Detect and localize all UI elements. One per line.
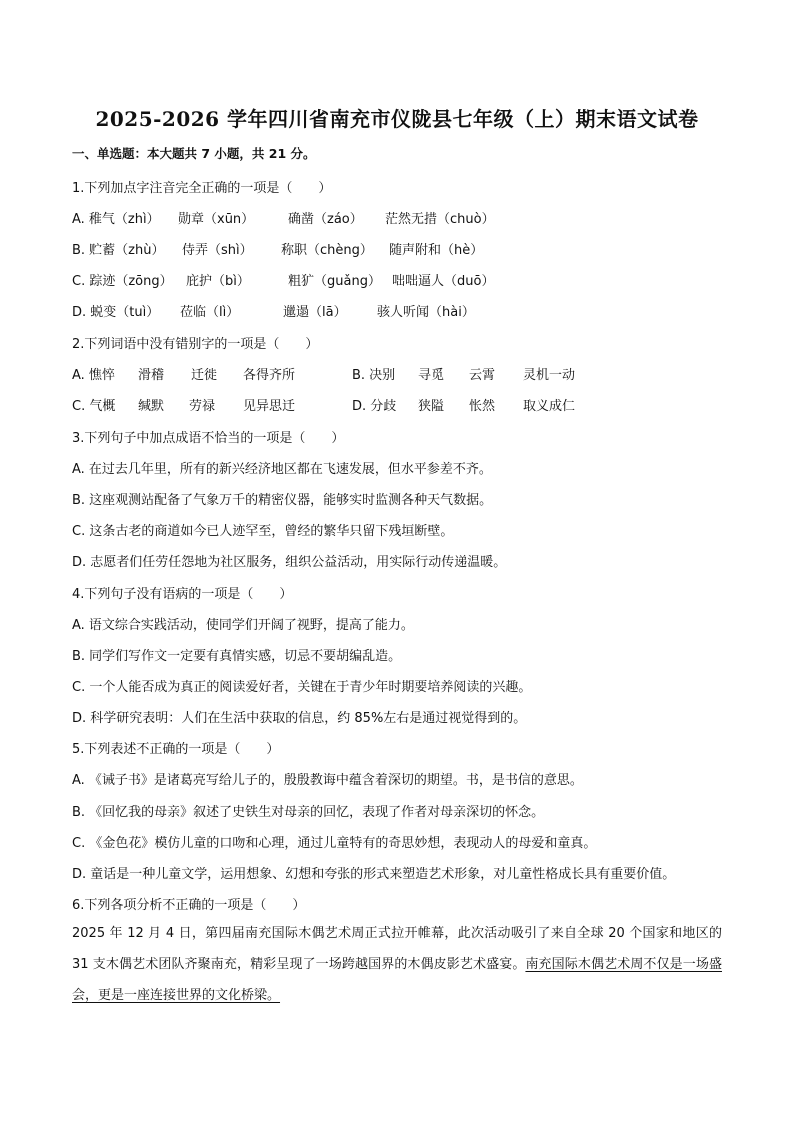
option-item: 茫然无措（chuò） [385, 212, 495, 227]
option-item: 怅然 [469, 399, 496, 414]
question-4-option-b: B. 同学们写作文一定要有真情实感，切忌不要胡编乱造。 [72, 649, 402, 664]
question-1-stem: 1.下列加点字注音完全正确的一项是（ ） [72, 181, 332, 196]
option-item: 确凿（záo） [288, 212, 363, 227]
question-5-stem: 5.下列表述不正确的一项是（ ） [72, 742, 280, 757]
option-item: 勋章（xūn） [178, 212, 255, 227]
option-item: 咄咄逼人（duō） [392, 274, 495, 289]
option-item: 取义成仁 [523, 399, 576, 414]
question-3-option-a: A. 在过去几年里，所有的新兴经济地区都在飞速发展，但水平参差不齐。 [72, 462, 492, 477]
question-3-option-b: B. 这座观测站配备了气象万千的精密仪器，能够实时监测各种天气数据。 [72, 493, 493, 508]
option-item: 劳禄 [189, 399, 216, 414]
option-item: 寻觅 [418, 368, 445, 383]
option-item: B. 决别 [352, 368, 396, 383]
option-item: 云霄 [469, 368, 496, 383]
question-6-stem: 6.下列各项分析不正确的一项是（ ） [72, 898, 306, 913]
option-item: C. 踪迹（zōng） [72, 274, 173, 289]
question-4-option-c: C. 一个人能否成为真正的阅读爱好者，关键在于青少年时期要培养阅读的兴趣。 [72, 680, 532, 695]
option-item: 迁徙 [191, 368, 218, 383]
exam-title: 2025-2026 学年四川省南充市仪陇县七年级（上）期末语文试卷 [95, 107, 699, 131]
question-2-stem: 2.下列词语中没有错别字的一项是（ ） [72, 337, 319, 352]
passage-underlined-sentence: 南充国际木偶艺术周不仅是一场盛会，更是一座连接世界的文化桥梁。 [72, 957, 722, 1003]
option-item: 滑稽 [138, 368, 165, 383]
option-item: D. 蜕变（tuì） [72, 305, 160, 320]
option-item: B. 贮蓄（zhù） [72, 243, 165, 258]
option-item: 灵机一动 [523, 368, 576, 383]
option-item: A. 稚气（zhì） [72, 212, 160, 227]
question-4-stem: 4.下列句子没有语病的一项是（ ） [72, 587, 293, 602]
question-4-option-d: D. 科学研究表明：人们在生活中获取的信息，约 85%左右是通过视觉得到的。 [72, 711, 527, 726]
option-item: 见异思迁 [243, 399, 296, 414]
option-item: D. 分歧 [352, 399, 397, 414]
question-3-stem: 3.下列句子中加点成语不恰当的一项是（ ） [72, 431, 345, 446]
option-item: 狭隘 [418, 399, 445, 414]
option-item: 骇人听闻（hài） [377, 305, 475, 320]
question-6-passage [72, 918, 722, 1011]
option-item: 庇护（bì） [186, 274, 250, 289]
option-item: A. 憔悴 [72, 368, 115, 383]
option-item: 莅临（lì） [180, 305, 240, 320]
option-item: 缄默 [138, 399, 165, 414]
passage-text: 2025 年 12 月 4 日，第四届南充国际木偶艺术周正式拉开帷幕，此次活动吸引了来自全球 20 个国家和地区的 31 支木偶艺术团队齐聚南充，精彩呈现了一场跨越国界的木偶皮影艺术盛宴。 [72, 926, 722, 972]
question-5-option-a: A. 《诫子书》是诸葛亮写给儿子的，殷殷教诲中蕴含着深切的期望。书，是书信的意思。 [72, 773, 583, 788]
question-3-option-c: C. 这条古老的商道如今已人迹罕至，曾经的繁华只留下残垣断壁。 [72, 524, 454, 539]
option-item: 各得齐所 [243, 368, 296, 383]
question-5-option-c: C. 《金色花》模仿儿童的口吻和心理，通过儿童特有的奇思妙想，表现动人的母爱和童真。 [72, 836, 597, 851]
option-item: 称职（chèng） [281, 243, 373, 258]
option-item: 粗犷（guǎng） [288, 274, 381, 289]
question-4-option-a: A. 语文综合实践活动，使同学们开阔了视野，提高了能力。 [72, 618, 414, 633]
option-item: 邋遢（lā） [283, 305, 347, 320]
question-5-option-b: B. 《回忆我的母亲》叙述了史铁生对母亲的回忆，表现了作者对母亲深切的怀念。 [72, 805, 545, 820]
question-5-option-d: D. 童话是一种儿童文学，运用想象、幻想和夸张的形式来塑造艺术形象，对儿童性格成长具有重要价值。 [72, 867, 676, 882]
option-item: C. 气概 [72, 399, 116, 414]
option-item: 侍弄（shì） [182, 243, 253, 258]
option-item: 随声附和（hè） [389, 243, 484, 258]
section-heading: 一、单选题：本大题共 7 小题，共 21 分。 [72, 146, 316, 161]
question-3-option-d: D. 志愿者们任劳任怨地为社区服务，组织公益活动，用实际行动传递温暖。 [72, 555, 507, 570]
